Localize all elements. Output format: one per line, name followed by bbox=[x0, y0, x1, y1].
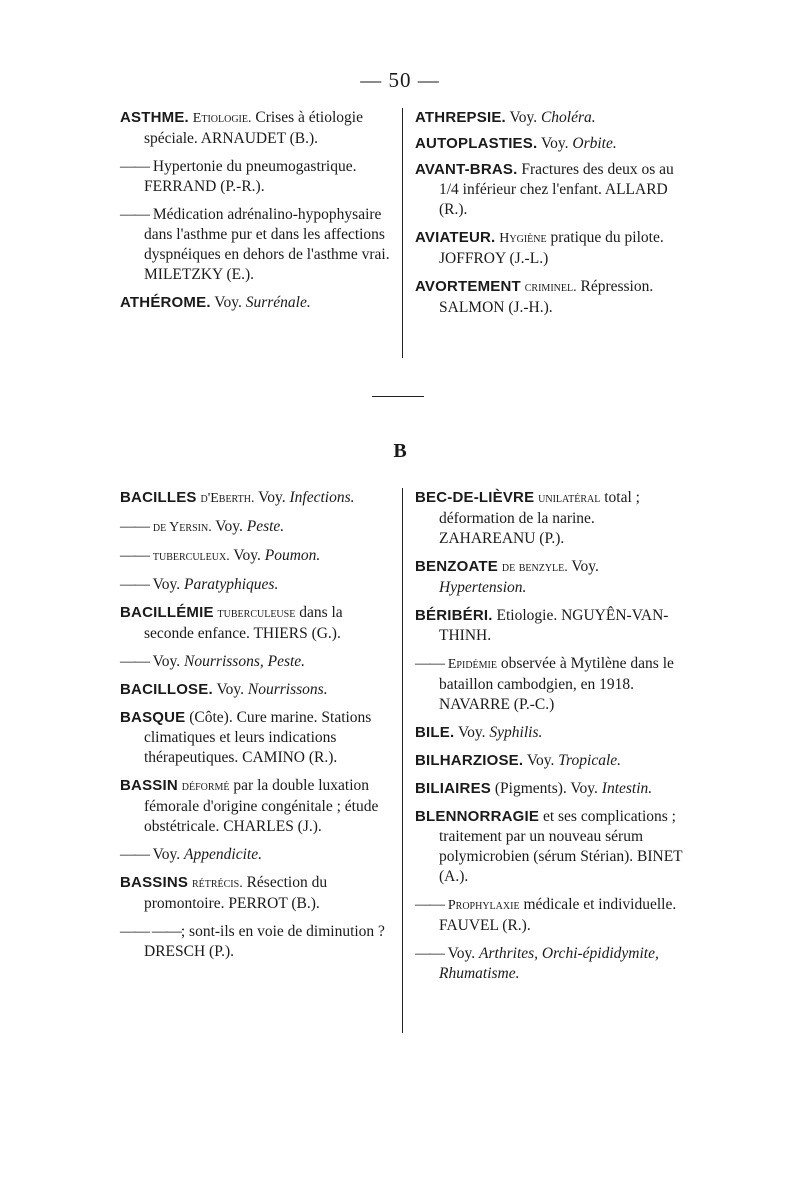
index-entry: BASSIN déformé par la double luxation fémorale d'origine congénitale ; étude obstétricale. CHARLES (J.). bbox=[120, 777, 379, 835]
bottom-section bbox=[120, 488, 690, 1033]
index-entry: BACILLOSE. Voy. Nourrissons. bbox=[120, 681, 328, 698]
index-entry: —— Prophylaxie médicale et individuelle. FAUVEL (R.). bbox=[415, 896, 677, 934]
letter-heading: B bbox=[393, 440, 407, 462]
index-entry: BACILLES d'Eberth. Voy. Infections. bbox=[120, 489, 355, 506]
top-section bbox=[120, 108, 690, 358]
index-entry: AVORTEMENT criminel. Répression. SALMON (J.-H.). bbox=[415, 278, 654, 316]
index-entry: BÉRIBÉRI. Etiologie. NGUYÊN-VAN-THINH. bbox=[415, 607, 669, 644]
index-entry: BACILLÉMIE tuberculeuse dans la seconde enfance. THIERS (G.). bbox=[120, 604, 343, 642]
bottom-right-column bbox=[403, 488, 685, 992]
index-entry: BLENNORRAGIE et ses complications ; traitement par un nouveau sérum polymicrobien (sérum Stérian). BINET (A.). bbox=[415, 808, 683, 885]
index-entry: —— Voy. Appendicite. bbox=[120, 846, 262, 863]
index-entry: —— ——; sont-ils en voie de diminution ? DRESCH (P.). bbox=[120, 923, 385, 960]
index-entry: —— tuberculeux. Voy. Poumon. bbox=[120, 547, 321, 564]
index-entry: BEC-DE-LIÈVRE unilatéral total ; déformation de la narine. ZAHAREANU (P.). bbox=[415, 489, 640, 547]
index-entry: AUTOPLASTIES. Voy. Orbite. bbox=[415, 135, 617, 152]
index-entry: —— Epidémie observée à Mytilène dans le bataillon cambodgien, en 1918. NAVARRE (P.-C.) bbox=[415, 655, 674, 713]
index-entry: AVANT-BRAS. Fractures des deux os au 1/4 inférieur chez l'enfant. ALLARD (R.). bbox=[415, 161, 674, 218]
index-entry: BENZOATE de benzyle. Voy. Hypertension. bbox=[415, 558, 599, 596]
bottom-left-column bbox=[120, 488, 402, 970]
index-entry: BASQUE (Côte). Cure marine. Stations climatiques et leurs indications thérapeutiques. CAMINO (R.). bbox=[120, 709, 372, 766]
index-entry: AVIATEUR. Hygiène pratique du pilote. JOFFROY (J.-L.) bbox=[415, 229, 664, 267]
index-entry: ATHÉROME. Voy. Surrénale. bbox=[120, 294, 311, 311]
index-entry: —— Hypertonie du pneumogastrique. FERRAND (P.-R.). bbox=[120, 158, 357, 195]
section-separator bbox=[372, 396, 424, 397]
index-entry: —— Médication adrénalino-hypophysaire dans l'asthme pur et dans les affections dyspnéiques en dehors de l'asthme vrai. MILETZKY (E.). bbox=[120, 206, 390, 283]
index-entry: —— Voy. Nourrissons, Peste. bbox=[120, 653, 306, 670]
index-entry: ATHREPSIE. Voy. Choléra. bbox=[415, 109, 596, 126]
index-entry: BILHARZIOSE. Voy. Tropicale. bbox=[415, 752, 622, 769]
index-entry: —— de Yersin. Voy. Peste. bbox=[120, 518, 285, 535]
index-entry: ASTHME. Etiologie. Crises à étiologie spéciale. ARNAUDET (B.). bbox=[120, 109, 363, 147]
page-number: — 50 — bbox=[360, 68, 440, 92]
index-entry: BASSINS rétrécis. Résection du promontoire. PERROT (B.). bbox=[120, 874, 328, 912]
index-entry: BILE. Voy. Syphilis. bbox=[415, 724, 543, 741]
top-right-column bbox=[403, 108, 685, 326]
top-left-column bbox=[120, 108, 402, 321]
index-entry: —— Voy. Paratyphiques. bbox=[120, 576, 279, 593]
index-entry: —— Voy. Arthrites, Orchi-épididymite, Rhumatisme. bbox=[415, 945, 659, 982]
index-entry: BILIAIRES (Pigments). Voy. Intestin. bbox=[415, 780, 653, 797]
